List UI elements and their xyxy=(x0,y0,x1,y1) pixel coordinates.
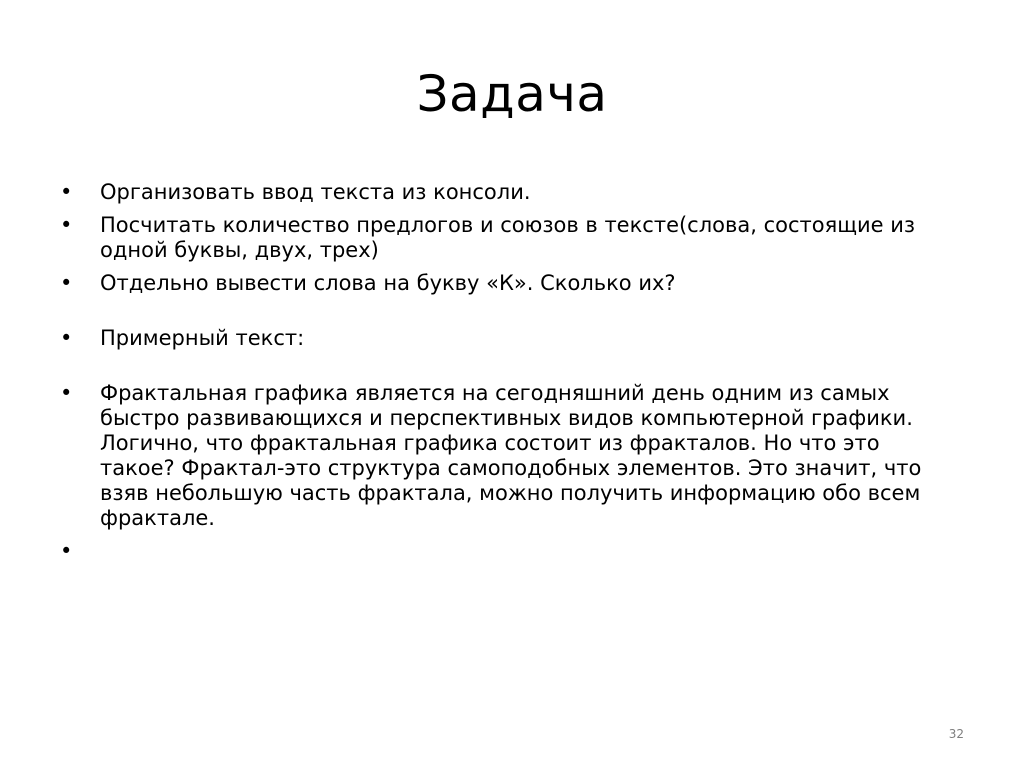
bullet-text: Фрактальная графика является на сегодняшний день одним из самых быстро развивающихся и перспективных видов компьютерной графики. Логично, что фрактальная графика состоит из фракталов. Но что это такое? Фрактал-это структура самоподобных элементов. Это значит, что взяв небольшую часть фрактала, можно получить информацию обо всем фрактале. xyxy=(100,381,922,530)
bullet-text: Отдельно вывести слова на букву «К». Сколько их? xyxy=(100,271,676,295)
bullet-text: Посчитать количество предлогов и союзов в тексте(слова, состоящие из одной буквы, двух, трех) xyxy=(100,213,916,262)
bullet-dot-icon: • xyxy=(60,271,73,295)
bullet-text: Примерный текст: xyxy=(100,326,305,350)
slide-title: Задача xyxy=(416,65,608,123)
bullet-item xyxy=(60,381,960,531)
bullet-item-empty xyxy=(60,539,960,564)
bullet-dot-icon: • xyxy=(60,326,73,350)
bullet-item xyxy=(60,180,960,205)
page-number: 32 xyxy=(948,727,964,741)
bullet-dot-icon: • xyxy=(60,539,73,563)
bullet-dot-icon: • xyxy=(60,213,73,237)
bullet-item xyxy=(60,326,960,351)
bullet-dot-icon: • xyxy=(60,180,73,204)
bullet-item xyxy=(60,213,960,263)
bullet-item xyxy=(60,271,960,296)
bullet-dot-icon: • xyxy=(60,381,73,405)
bullet-list xyxy=(60,180,960,572)
bullet-text xyxy=(100,539,960,564)
bullet-text: Организовать ввод текста из консоли. xyxy=(100,180,531,204)
